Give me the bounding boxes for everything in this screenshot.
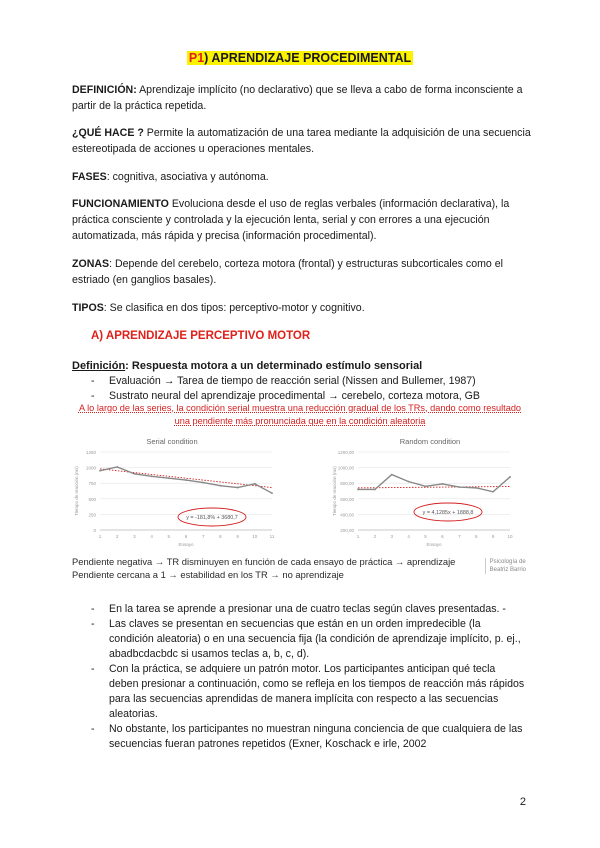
x-tick-label: 8 [474,534,478,539]
x-axis-label: Ensayo [178,542,194,547]
que-hace-label: ¿QUÉ HACE ? [72,127,144,139]
section-heading: A) APRENDIZAJE PERCEPTIVO MOTOR [91,330,311,342]
x-tick-label: 5 [167,534,171,539]
x-axis-label: Ensayo [426,542,442,547]
list-item: - En la tarea se aprende a presionar una de cuatro teclas según claves presentadas. - [91,602,527,617]
list-item: - Con la práctica, se adquiere un patrón motor. Los participantes anticipan qué tecla deben presionar a continuación, como se refleja en los tiempos de reacción más rápidos para las secuencias aprendidas de manera implícita con respecto a las secuencias aleatorias. [91,662,527,722]
x-tick-label: 3 [133,534,136,539]
y-tick-label: 500 [88,496,96,502]
data-point [134,473,136,475]
x-tick-label: 9 [236,534,239,539]
page-number: 2 [519,796,526,808]
definicion-motor-text: : Respuesta motora a un determinado estímulo sensorial [125,360,423,372]
x-tick-label: 1 [98,534,102,539]
data-point [475,487,477,489]
caption-line-2: Pendiente cercana a 1 → estabilidad en los TR → no aprendizaje [72,569,344,580]
funcionamiento-label: FUNCIONAMIENTO [72,198,169,210]
y-tick-label: 200,00 [340,528,354,533]
y-tick-label: 600,00 [340,496,354,502]
zonas-text: : Depende del cerebelo, corteza motora (frontal) y estructuras subcorticales como el estriado (en ganglios basales). [72,258,503,286]
tipos-label: TIPOS [72,302,104,314]
data-point [391,474,393,476]
figure-caption [72,555,528,585]
zonas-paragraph [72,256,532,288]
data-point [442,483,444,485]
data-point [408,481,410,483]
list-item: - No obstante, los participantes no muestran ninguna conciencia de que cualquiera de las secuencias fueran patrones repetidos (Exner, Koschack e irle, 2002 [91,722,527,752]
que-hace-text: Permite la automatización de una tarea mediante la adquisición de una secuencia estereotipada de acciones u operaciones mentales. [72,127,531,155]
title-prefix: P1 [188,51,205,65]
credit-line-2: Beatriz Barrio [489,567,526,573]
x-tick-label: 10 [252,534,258,539]
trend-equation: y = 4,1285x + 1888,8 [422,510,474,516]
zonas-label: ZONAS [72,258,110,270]
x-tick-label: 7 [201,534,205,539]
x-tick-label: 1 [356,534,360,539]
data-point [271,492,273,494]
definicion-motor-label: Definición [72,360,126,372]
y-tick-label: 400,00 [340,512,354,518]
fases-label: FASES [72,171,107,183]
data-point [237,487,239,489]
data-point [509,476,511,478]
y-tick-label: 0 [93,528,96,533]
x-tick-label: 2 [115,534,119,539]
fases-paragraph [72,169,532,185]
fases-text: : cognitiva, asociativa y autónoma. [106,171,269,183]
y-tick-label: 250 [88,512,96,518]
trend-equation: y = -181,8% + 3680,7 [186,515,238,521]
x-tick-label: 8 [219,534,222,539]
top-bullet-list [91,374,531,404]
list-item: - Las claves se presentan en secuencias que están en un orden impredecible (la condición aleatoria) o en una secuencia fija (la condición de aprendizaje implícito, p. ej., abadbcdacbdc si usamos teclas a, b, c, d). [91,617,527,662]
list-item: - Sustrato neural del aprendizaje procedimental → cerebelo, corteza motora, GB [91,389,531,404]
title-highlight [187,51,413,65]
x-tick-label: 6 [184,534,188,539]
data-point [458,486,460,488]
data-point [99,470,101,472]
data-point [168,477,170,479]
page-title [0,51,600,65]
x-tick-label: 10 [507,534,513,539]
chart-title: Serial condition [146,437,198,446]
y-tick-label: 1000,00 [337,465,354,471]
x-tick-label: 4 [150,534,153,539]
x-tick-label: 6 [441,534,444,539]
trend-line [358,486,510,487]
credit-line-1: Psicología de [489,559,526,565]
x-tick-label: 9 [491,534,495,539]
y-tick-label: 1250 [85,450,96,455]
data-point [220,485,222,487]
x-tick-label: 3 [390,534,394,539]
figure-credit [485,558,526,574]
x-tick-label: 2 [373,534,377,539]
definicion-label: DEFINICIÓN: [72,84,137,96]
funcionamiento-text: Evoluciona desde el uso de reglas verbales (información declarativa), la práctica consciente y controlada y la ejecución lenta, serial y con errores a una ejecución automatizada, más rápida y precisa (información procedimental). [72,198,510,242]
bottom-bullet-list [91,602,527,752]
caption-line-1: Pendiente negativa → TR disminuyen en función de cada ensayo de práctica → aprendizaje [72,556,456,567]
data-point [492,491,494,493]
y-tick-label: 800,00 [340,481,354,487]
chart-title: Random condition [399,437,461,446]
y-axis-label: Tiempo de reacción (ms) [332,466,337,516]
y-tick-label: 1000 [85,465,96,471]
que-hace-paragraph [72,125,532,157]
data-point [116,466,118,468]
definicion-motor [72,360,422,372]
data-point [374,489,376,491]
y-axis-label: Tiempo de reacción (ms) [74,466,79,516]
y-tick-label: 750 [88,481,96,487]
list-item: - Evaluación → Tarea de tiempo de reacción serial (Nissen and Bullemer, 1987) [91,374,531,389]
definicion-text: Aprendizaje implícito (no declarativo) que se lleva a cabo de forma inconsciente a partir de la práctica repetida. [72,84,523,112]
tipos-paragraph [72,300,532,316]
data-point [357,489,359,491]
data-point [185,479,187,481]
charts-svg [72,432,528,552]
x-tick-label: 7 [458,534,461,539]
title-text: ) APRENDIZAJE PROCEDIMENTAL [204,51,412,65]
data-point [254,483,256,485]
figure-note: A lo largo de las series, la condición serial muestra una reducción gradual de los TRs, dando como resultado una pendiente más pronunciada que en la condición aleatoria [78,403,522,426]
definicion-paragraph [72,82,532,114]
x-tick-label: 4 [407,534,410,539]
funcionamiento-paragraph [72,196,532,244]
trend-line [100,469,272,488]
data-point [425,485,427,487]
data-point [151,475,153,477]
x-tick-label: 5 [424,534,427,539]
tipos-text: : Se clasifica en dos tipos: perceptivo-motor y cognitivo. [103,302,365,314]
x-tick-label: 11 [269,534,275,539]
y-tick-label: 1200,00 [337,450,354,455]
data-point [202,482,204,484]
